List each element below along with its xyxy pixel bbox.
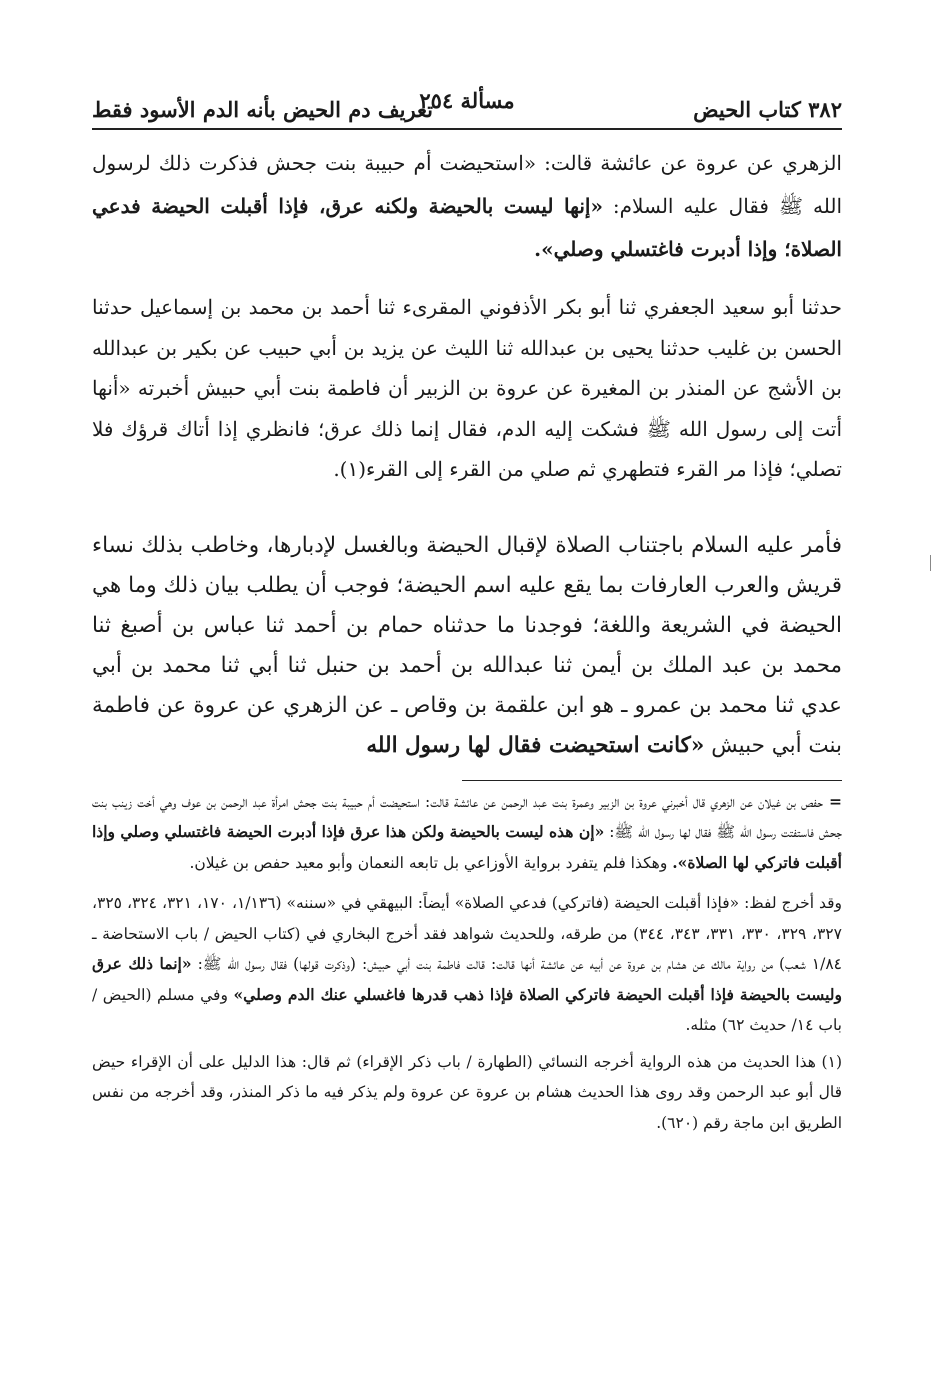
paragraph-3-bold-quote: «كانت استحيضت فقال لها رسول الله <box>366 732 705 758</box>
paragraph-hadith-aisha <box>92 142 842 271</box>
footnote-separator <box>462 780 842 781</box>
paragraph-isnad-fatima: حدثنا أبو سعيد الجعفري ثنا أبو بكر الأذفوني المقرىء ثنا أحمد بن محمد بن إسماعيل حدثنا الحسن بن غليب حدثنا يحيى بن عبدالله ثنا الليث عن يزيد بن أبي حبيب عن بكير بن عبدالله بن الأشج عن المنذر بن المغيرة عن عروة بن الزبير أن فاطمة بنت أبي حبيش أخبرته «أنها أتت إلى رسول الله ﷺ فشكت إليه الدم، فقال إنما ذلك عرق؛ فانظري إذا أتاك قرؤك فلا تصلي؛ فإذا مر القرء فتطهري ثم صلي من القرء إلى القرء(١). <box>92 295 842 481</box>
header-issue-number: مسألة ٢٥٤ <box>419 88 515 113</box>
footnote-takhrij <box>92 888 842 1041</box>
paragraph-1-bold-quote: «إنها ليست بالحيضة ولكنه عرق، فإذا أقبلت الحيضة فدعي الصلاة؛ وإذا أدبرت فاغتسلي وصلي». <box>92 194 842 261</box>
footnote-takhrij-text: وقد أخرج لفظ: «فإذا أقبلت الحيضة (فاتركي) فدعي الصلاة» أيضاً: البيهقي في «سننه» (١/١٣٦، ١٧٠، ٣٢١، ٣٢٤، ٣٢٥، ٣٢٧، ٣٢٩، ٣٣٠، ٣٣١، ٣٤٣، ٣٤٤) من طرقه، وللحديث شواهد فقد أخرج البخاري في (كتاب الحيض / باب الاستحاضة ـ ١/٨٤ شعب) من رواية مالك عن هشام بن عروة عن أبيه عن عائشة أنها قالت: قالت فاطمة بنت أبي حبيش: (وذكرت قولها) فقال رسول الله ﷺ: <box>92 894 843 973</box>
footnote-continued-bold-quote: «إن هذه ليست بالحيضة ولكن هذا عرق فإذا أدبرت الحيضة فاغتسلي وصلي وإذا أقبلت فاتركي لها الصلاة». <box>92 822 842 872</box>
paragraph-3-text: فأمر عليه السلام باجتناب الصلاة لإقبال الحيضة وبالغسل لإدبارها، وخاطب بذلك نساء قريش والعرب العارفات بما يقع عليه اسم الحيضة؛ فوجب أن يطلب بيان ذلك وما هي الحيضة في الشريعة واللغة؛ فوجدنا ما حدثناه حمام بن أحمد ثنا عباس بن أصبغ ثنا محمد بن عبد الملك بن أيمن ثنا عبدالله بن أحمد بن حنبل ثنا أبي ثنا محمد بن أبي عدي ثنا محمد بن عمرو ـ هو ابن علقمة بن وقاص ـ عن الزهري عن عروة عن فاطمة بنت أبي حبيش <box>92 532 842 758</box>
footnote-continued-tail: وهكذا فلم يتفرد برواية الأوزاعي بل تابعه النعمان وأبو معيد حفص بن غيلان. <box>189 853 673 872</box>
footnote-takhrij-bold-quote: «إنما ذلك عرق وليست بالحيضة فإذا أقبلت الحيضة فاتركي الصلاة فإذا ذهب قدرها فاغسلي عنك الدم وصلي» <box>92 954 842 1004</box>
book-page <box>92 88 842 1138</box>
running-header <box>92 88 842 130</box>
header-page-chapter: ٣٨٢ كتاب الحيض <box>693 97 842 122</box>
header-topic-title: تعريف دم الحيض بأنه الدم الأسود فقط <box>92 97 434 122</box>
footnote-continued <box>92 787 842 879</box>
paragraph-1-text: الزهري عن عروة عن عائشة قالت: «استحيضت أم حبيبة بنت جحش فذكرت ذلك لرسول الله ﷺ فقال عليه السلام: <box>92 151 842 218</box>
footnote-1: (١) هذا الحديث من هذه الرواية أخرجه النسائي (الطهارة / باب ذكر الإقراء) ثم قال: هذا الدليل على أن الإقراء حيض قال أبو عبد الرحمن وقد روى هذا الحديث هشام بن عروة عن عروة ولم يذكر فيه ما ذكر المنذر، وقد أخرجه من نفس الطريق ابن ماجة رقم (٦٢٠). <box>92 1052 842 1132</box>
margin-tick <box>930 555 931 571</box>
continuation-mark: = <box>829 791 842 811</box>
paragraph-commentary <box>92 526 842 766</box>
footnote-continued-text: حفص بن غيلان عن الزهري قال أخبرني عروة بن الزبير وعمرة بنت عبد الرحمن عن عائشة قالت: استحيضت أم حبيبة بنت جحش امرأة عبد الرحمن بن عوف وهي أخت زينب بنت جحش فاستفتت رسول الله ﷺ فقال لها رسول الله ﷺ: <box>92 792 842 841</box>
footnote-takhrij-tail: وفي مسلم (الحيض / باب ١٤/ حديث ٦٢) مثله. <box>92 985 842 1034</box>
